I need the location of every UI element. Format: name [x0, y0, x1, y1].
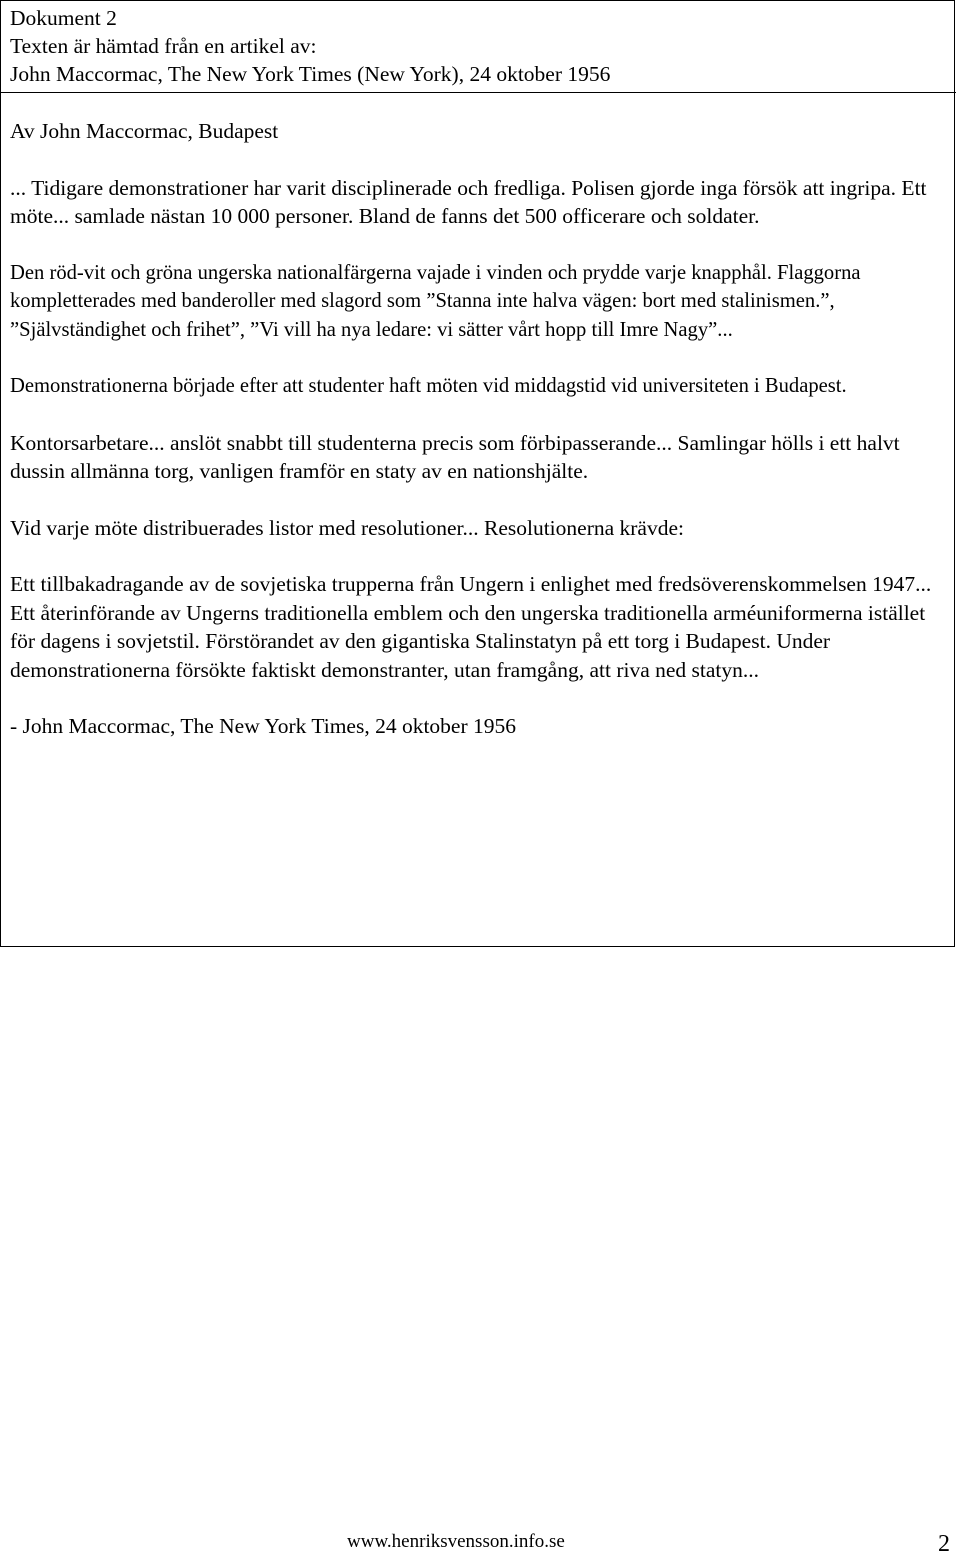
article-paragraph-1: ... Tidigare demonstrationer har varit disciplinerade och fredliga. Polisen gjorde inga försök att ingripa. Ett möte... samlade nästan 10 000 personer. Bland de fanns det 500 officerare och soldater. — [10, 175, 927, 228]
article-body — [10, 117, 948, 769]
article-paragraph-4: Kontorsarbetare... anslöt snabbt till studenterna precis som förbipasserande... Samlingar hölls i ett halvt dussin allmänna torg, vanligen framför en staty av en nationshjälte. — [10, 430, 900, 483]
article-signature: - John Maccormac, The New York Times, 24 oktober 1956 — [10, 714, 517, 738]
article-paragraph-3: Demonstrationerna började efter att studenter haft möten vid middagstid vid universiteten i Budapest. — [10, 375, 847, 397]
footer-url: www.henriksvensson.info.se — [347, 1531, 565, 1552]
source-citation: John Maccormac, The New York Times (New York), 24 oktober 1956 — [10, 62, 611, 86]
article-paragraph-6: Ett tillbakadragande av de sovjetiska trupperna från Ungern i enlighet med fredsöverenskommelsen 1947... Ett återinförande av Ungerns traditionella emblem och den ungerska traditionella arméuniformerna istället för dagens i sovjetstil. Förstörandet av den gigantiska Stalinstatyn på ett torg i Budapest. Under demonstrationerna försökte faktiskt demonstranter, utan framgång, att riva ned statyn... — [10, 572, 932, 682]
page-number: 2 — [938, 1531, 950, 1557]
article-paragraph-5: Vid varje möte distribuerades listor med resolutioner... Resolutionerna krävde: — [10, 515, 684, 540]
article-byline: Av John Maccormac, Budapest — [10, 119, 279, 143]
document-title: Dokument 2 — [10, 6, 117, 30]
source-intro: Texten är hämtad från en artikel av: — [10, 34, 317, 58]
document-header — [1, 1, 956, 93]
article-paragraph-2: Den röd-vit och gröna ungerska nationalfärgerna vajade i vinden och prydde varje knapphål. Flaggorna kompletterades med banderoller med slagord som ”Stanna inte halva vägen: bort med stalinismen.”, ”Självständighet och frihet”, ”Vi vill ha nya ledare: vi sätter vårt hopp till Imre Nagy”... — [10, 261, 861, 341]
